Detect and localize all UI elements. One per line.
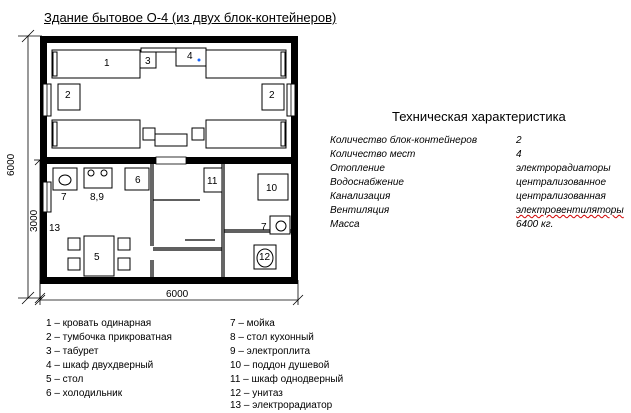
legend-item: 9 – электроплита bbox=[230, 346, 311, 357]
specs-heading: Техническая характеристика bbox=[392, 109, 566, 124]
plan-label-89: 8,9 bbox=[90, 192, 104, 203]
legend-item: 2 – тумбочка прикроватная bbox=[46, 332, 172, 343]
spec-label: Количество мест bbox=[330, 149, 416, 160]
drawing-title: Здание бытовое О-4 (из двух блок-контейнеров) bbox=[44, 10, 337, 25]
legend-item: 10 – поддон душевой bbox=[230, 360, 330, 371]
legend-item: 11 – шкаф однодверный bbox=[230, 374, 344, 385]
spec-value: 2 bbox=[516, 135, 522, 146]
spec-value: 4 bbox=[516, 149, 522, 160]
plan-label-11: 11 bbox=[207, 176, 218, 187]
legend-item: 12 – унитаз bbox=[230, 388, 283, 399]
plan-label-2a: 2 bbox=[65, 90, 71, 101]
plan-label-7a: 7 bbox=[61, 192, 67, 203]
spec-label: Канализация bbox=[330, 191, 391, 202]
dim-6000-horizontal: 6000 bbox=[166, 289, 189, 300]
blue-dot bbox=[198, 59, 201, 62]
plan-label-2b: 2 bbox=[269, 90, 275, 101]
spec-value: централизованное bbox=[516, 177, 606, 188]
spec-label: Вентиляция bbox=[330, 205, 390, 216]
legend-item: 8 – стол кухонный bbox=[230, 332, 314, 343]
legend-item: 4 – шкаф двухдверный bbox=[46, 360, 154, 371]
legend-item: 3 – табурет bbox=[46, 346, 99, 357]
legend-item: 13 – электрорадиатор bbox=[230, 400, 333, 411]
legend-item: 1 – кровать одинарная bbox=[46, 318, 152, 329]
dim-6000-vertical: 6000 bbox=[6, 153, 17, 176]
legend-item: 7 – мойка bbox=[230, 318, 275, 329]
spec-label: Отопление bbox=[330, 163, 385, 174]
plan-label-12: 12 bbox=[259, 252, 271, 263]
plan-label-4: 4 bbox=[187, 51, 193, 62]
spec-label: Количество блок-контейнеров bbox=[330, 135, 478, 146]
upper-room-furniture bbox=[52, 48, 286, 148]
plan-label-1: 1 bbox=[104, 58, 110, 69]
legend-item: 5 – стол bbox=[46, 374, 84, 385]
plan-label-10: 10 bbox=[266, 183, 278, 194]
legend-item: 6 – холодильник bbox=[46, 388, 123, 399]
plan-label-3: 3 bbox=[145, 56, 151, 67]
plan-label-7b: 7 bbox=[261, 222, 267, 233]
plan-label-5: 5 bbox=[94, 252, 100, 263]
spec-label: Масса bbox=[330, 219, 360, 230]
door-opening bbox=[156, 157, 186, 164]
plan-label-13: 13 bbox=[49, 223, 61, 234]
spec-value: электровентиляторы bbox=[516, 205, 624, 216]
spec-value: 6400 кг. bbox=[516, 219, 554, 230]
spec-label: Водоснабжение bbox=[330, 177, 404, 188]
dim-3000-vertical: 3000 bbox=[29, 209, 40, 232]
spec-value: централизованная bbox=[516, 191, 606, 202]
plan-label-6: 6 bbox=[135, 175, 141, 186]
spec-value: электрорадиаторы bbox=[516, 163, 611, 174]
